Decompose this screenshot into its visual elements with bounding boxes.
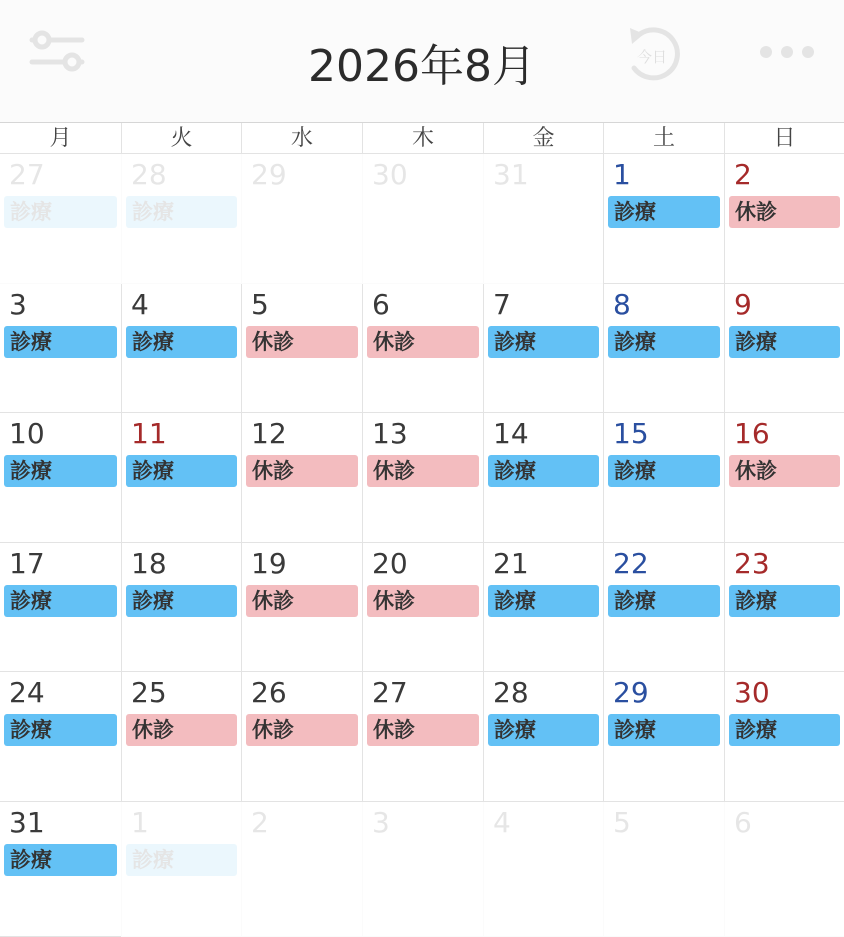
day-cell[interactable] [362,284,483,413]
day-cell[interactable] [483,672,603,802]
day-cell[interactable] [241,154,362,284]
status-badge-closed[interactable]: 休診 [367,714,479,746]
today-label: 今日 [636,48,668,66]
day-cell[interactable] [483,802,603,937]
status-badge-closed[interactable]: 休診 [367,455,479,487]
day-number: 21 [493,547,529,580]
day-cell[interactable] [603,284,724,413]
day-number: 2 [251,806,269,839]
day-number: 19 [251,547,287,580]
status-badge-open[interactable]: 診療 [608,714,720,746]
day-cell[interactable] [603,802,724,937]
status-badge-open[interactable]: 診療 [608,196,720,228]
status-badge-open[interactable]: 診療 [126,844,237,876]
status-badge-open[interactable]: 診療 [4,714,117,746]
day-number: 5 [613,806,631,839]
day-number: 27 [372,676,408,709]
day-cell[interactable] [603,672,724,802]
status-badge-open[interactable]: 診療 [729,326,840,358]
status-badge-closed[interactable]: 休診 [729,196,840,228]
month-grid [0,154,844,937]
day-number: 20 [372,547,408,580]
status-badge-open[interactable]: 診療 [4,455,117,487]
day-number: 9 [734,288,752,321]
status-badge-open[interactable]: 診療 [488,714,599,746]
status-badge-closed[interactable]: 休診 [126,714,237,746]
status-badge-open[interactable]: 診療 [488,455,599,487]
today-icon[interactable] [620,24,684,82]
day-number: 4 [131,288,149,321]
weekday-thu: 木 [362,123,483,154]
day-cell[interactable] [121,284,241,413]
status-badge-open[interactable]: 診療 [126,196,237,228]
day-cell[interactable] [121,802,241,937]
day-number: 25 [131,676,167,709]
day-number: 17 [9,547,45,580]
day-cell[interactable] [362,543,483,672]
day-cell[interactable] [603,543,724,672]
more-options-icon[interactable] [758,40,816,64]
day-cell[interactable] [241,413,362,543]
day-cell[interactable] [483,543,603,672]
day-cell[interactable] [121,154,241,284]
day-cell[interactable] [362,413,483,543]
day-cell[interactable] [0,413,121,543]
day-number: 13 [372,417,408,450]
day-number: 10 [9,417,45,450]
day-number: 27 [9,158,45,191]
day-cell[interactable] [362,154,483,284]
day-cell[interactable] [362,672,483,802]
day-cell[interactable] [724,154,844,284]
day-number: 30 [372,158,408,191]
day-number: 16 [734,417,770,450]
day-number: 18 [131,547,167,580]
day-cell[interactable] [0,802,121,937]
status-badge-open[interactable]: 診療 [4,585,117,617]
day-number: 3 [372,806,390,839]
day-number: 2 [734,158,752,191]
day-cell[interactable] [603,154,724,284]
day-cell[interactable] [724,284,844,413]
day-number: 28 [493,676,529,709]
day-number: 29 [613,676,649,709]
status-badge-open[interactable]: 診療 [729,714,840,746]
status-badge-open[interactable]: 診療 [488,585,599,617]
day-number: 31 [493,158,529,191]
day-number: 30 [734,676,770,709]
status-badge-closed[interactable]: 休診 [367,585,479,617]
day-number: 26 [251,676,287,709]
weekday-tue: 火 [121,123,241,154]
calendar-header [0,0,844,122]
day-number: 28 [131,158,167,191]
day-number: 5 [251,288,269,321]
status-badge-open[interactable]: 診療 [126,585,237,617]
month-title: 2026年8月 [308,41,536,92]
weekday-sat: 土 [603,123,724,154]
status-badge-open[interactable]: 診療 [126,326,237,358]
status-badge-open[interactable]: 診療 [4,326,117,358]
day-number: 11 [131,417,167,450]
status-badge-open[interactable]: 診療 [608,326,720,358]
weekday-wed: 水 [241,123,362,154]
day-cell[interactable] [724,672,844,802]
day-number: 31 [9,806,45,839]
day-cell[interactable] [603,413,724,543]
day-cell[interactable] [483,154,603,284]
status-badge-closed[interactable]: 休診 [246,585,358,617]
day-number: 12 [251,417,287,450]
status-badge-closed[interactable]: 休診 [246,455,358,487]
day-cell[interactable] [241,672,362,802]
weekday-sun: 日 [724,123,844,154]
day-cell[interactable] [121,543,241,672]
day-cell[interactable] [724,543,844,672]
status-badge-open[interactable]: 診療 [608,585,720,617]
day-number: 24 [9,676,45,709]
day-number: 29 [251,158,287,191]
status-badge-closed[interactable]: 休診 [367,326,479,358]
day-cell[interactable] [483,284,603,413]
day-number: 14 [493,417,529,450]
day-number: 7 [493,288,511,321]
day-number: 6 [372,288,390,321]
day-number: 8 [613,288,631,321]
status-badge-open[interactable]: 診療 [126,455,237,487]
day-cell[interactable] [0,284,121,413]
status-badge-open[interactable]: 診療 [608,455,720,487]
day-number: 4 [493,806,511,839]
day-number: 1 [613,158,631,191]
day-number: 3 [9,288,27,321]
status-badge-closed[interactable]: 休診 [729,455,840,487]
day-cell[interactable] [121,413,241,543]
day-cell[interactable] [362,802,483,937]
day-cell[interactable] [483,413,603,543]
day-number: 23 [734,547,770,580]
day-cell[interactable] [241,802,362,937]
status-badge-closed[interactable]: 休診 [246,326,358,358]
status-badge-open[interactable]: 診療 [4,196,117,228]
day-cell[interactable] [0,543,121,672]
status-badge-closed[interactable]: 休診 [246,714,358,746]
day-number: 22 [613,547,649,580]
day-cell[interactable] [241,284,362,413]
weekday-header-row [0,122,844,154]
status-badge-open[interactable]: 診療 [4,844,117,876]
day-cell[interactable] [724,802,844,937]
day-cell[interactable] [241,543,362,672]
day-number: 6 [734,806,752,839]
status-badge-open[interactable]: 診療 [729,585,840,617]
day-number: 1 [131,806,149,839]
day-cell[interactable] [0,154,121,284]
status-badge-open[interactable]: 診療 [488,326,599,358]
day-cell[interactable] [0,672,121,802]
weekday-mon: 月 [49,126,72,151]
day-cell[interactable] [121,672,241,802]
weekday-fri: 金 [483,123,603,154]
day-cell[interactable] [724,413,844,543]
day-number: 15 [613,417,649,450]
